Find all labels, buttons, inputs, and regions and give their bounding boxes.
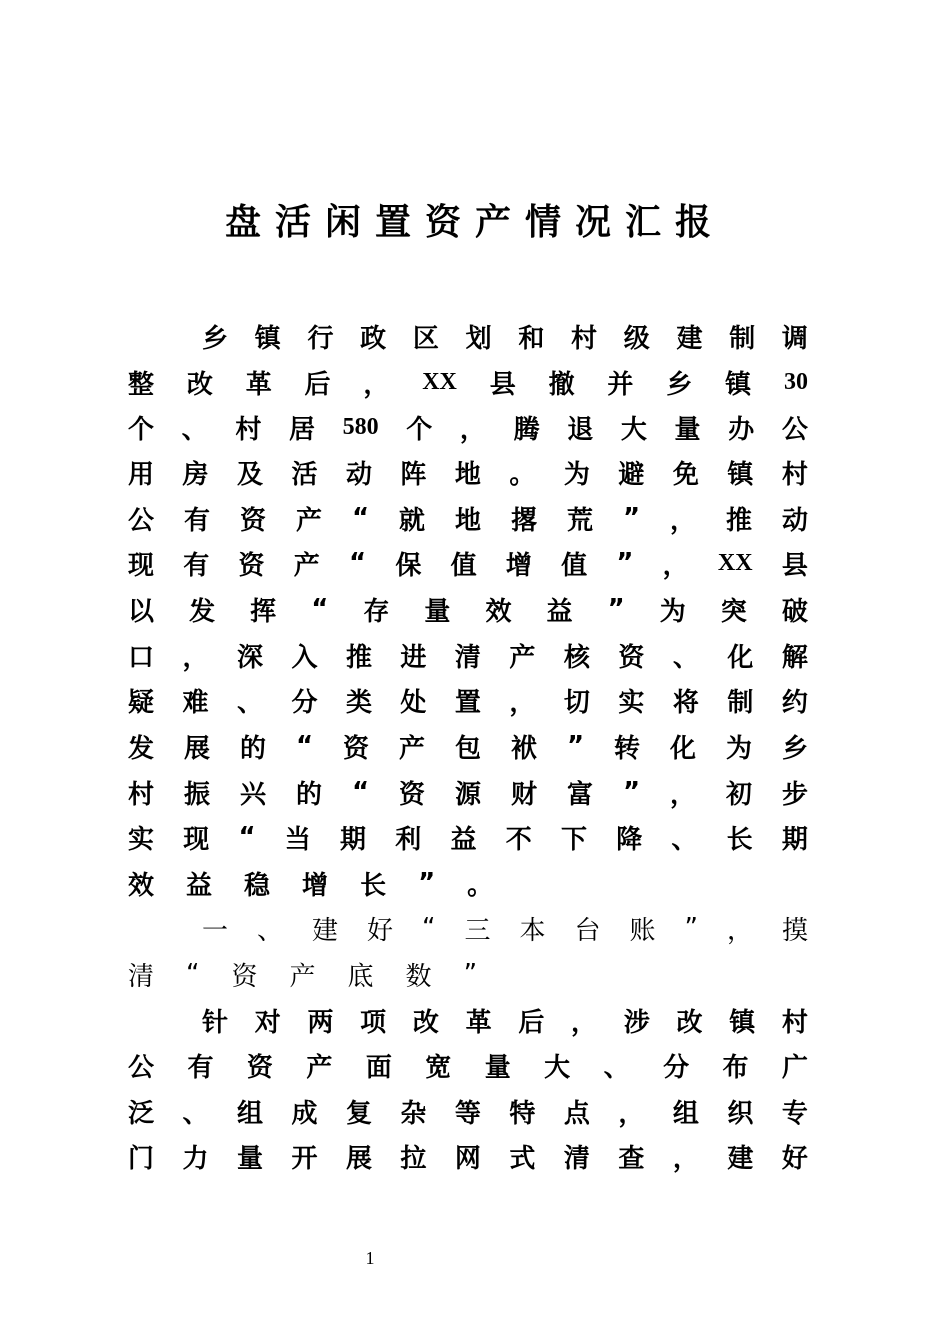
text-glyph: 镇 — [725, 369, 752, 400]
text-glyph: ” — [622, 777, 641, 807]
text-glyph: 划 — [465, 323, 492, 354]
text-glyph: 类 — [345, 687, 372, 718]
text-glyph: 资 — [239, 505, 266, 536]
paragraph-line — [128, 863, 808, 903]
text-glyph: 不 — [505, 824, 532, 855]
text-glyph: 村 — [781, 459, 808, 490]
text-glyph: 益 — [186, 870, 213, 901]
text-glyph: 杂 — [400, 1098, 427, 1129]
text-glyph: 荒 — [566, 505, 593, 536]
paragraph-line — [128, 1091, 808, 1131]
document-title: 盘活闲置资产情况汇报 — [224, 202, 725, 243]
text-glyph: 深 — [236, 642, 263, 673]
text-glyph: 挥 — [250, 596, 277, 627]
text-glyph: 泛 — [128, 1098, 155, 1129]
text-glyph: 制 — [729, 323, 756, 354]
text-glyph: 村 — [235, 414, 262, 445]
text-glyph: 地 — [454, 505, 481, 536]
text-glyph: 。 — [509, 459, 536, 490]
text-glyph: 现 — [128, 550, 155, 581]
text-glyph: ， — [670, 779, 697, 810]
text-glyph: 调 — [781, 323, 808, 354]
paragraph-line — [128, 452, 808, 492]
text-glyph: ” — [463, 959, 478, 989]
paragraph-line — [128, 407, 808, 447]
text-glyph: “ — [349, 548, 367, 578]
text-glyph: 资 — [246, 1052, 273, 1083]
text-glyph: 初 — [725, 779, 752, 810]
text-glyph: 阵 — [400, 459, 427, 490]
text-glyph: 清 — [128, 961, 155, 992]
text-glyph: 数 — [405, 961, 432, 992]
text-glyph: “ — [238, 822, 256, 852]
text-glyph: “ — [311, 594, 329, 624]
text-glyph: 政 — [360, 323, 387, 354]
text-glyph: 下 — [560, 824, 587, 855]
text-glyph: 公 — [781, 414, 808, 445]
text-glyph: 大 — [544, 1052, 571, 1083]
text-glyph: 村 — [571, 323, 598, 354]
text-glyph: 乡 — [781, 733, 808, 764]
text-glyph: 源 — [454, 779, 481, 810]
text-glyph: 村 — [781, 1007, 808, 1038]
text-glyph: 置 — [454, 687, 481, 718]
section-heading-line — [202, 908, 808, 948]
text-glyph: 增 — [302, 870, 329, 901]
text-glyph: 效 — [485, 596, 512, 627]
text-glyph: 包 — [454, 733, 481, 764]
text-glyph: 项 — [360, 1007, 387, 1038]
text-glyph: 撂 — [510, 505, 537, 536]
text-glyph: 产 — [509, 642, 536, 673]
text-glyph: 革 — [465, 1007, 492, 1038]
text-glyph: 实 — [128, 824, 155, 855]
text-glyph: 级 — [623, 323, 650, 354]
text-glyph: 动 — [781, 505, 808, 536]
paragraph-line — [128, 772, 808, 812]
text-glyph: 宽 — [425, 1052, 452, 1083]
text-glyph: 镇 — [729, 1007, 756, 1038]
paragraph-line — [128, 680, 808, 720]
text-glyph: 三 — [464, 915, 491, 946]
text-glyph: 转 — [614, 733, 641, 764]
text-glyph: 力 — [182, 1143, 209, 1174]
text-glyph: 动 — [345, 459, 372, 490]
text-glyph: 口 — [128, 642, 155, 673]
text-glyph: “ — [186, 959, 200, 989]
text-glyph: ， — [509, 687, 536, 718]
text-glyph: 居 — [288, 414, 315, 445]
paragraph-line — [128, 589, 808, 629]
text-glyph: ” — [616, 548, 634, 578]
text-glyph: 等 — [454, 1098, 481, 1129]
text-glyph: 涉 — [623, 1007, 650, 1038]
text-glyph: 革 — [245, 369, 272, 400]
text-glyph: 制 — [727, 687, 754, 718]
text-glyph: 解 — [781, 642, 808, 673]
section-heading-line — [128, 954, 808, 994]
text-glyph: 分 — [291, 687, 318, 718]
text-glyph: 进 — [400, 642, 427, 673]
text-glyph: 难 — [182, 687, 209, 718]
text-glyph: 量 — [236, 1143, 263, 1174]
text-glyph: ， — [459, 414, 486, 445]
text-glyph: 期 — [340, 824, 367, 855]
text-glyph: 为 — [659, 596, 686, 627]
text-glyph: 公 — [128, 1052, 155, 1083]
text-glyph: 振 — [183, 779, 210, 810]
text-glyph: 大 — [620, 414, 647, 445]
text-glyph: ， — [182, 642, 209, 673]
text-glyph: 织 — [727, 1098, 754, 1129]
text-glyph: 长 — [360, 870, 387, 901]
text-glyph: 布 — [722, 1052, 749, 1083]
text-glyph: 个 — [406, 414, 433, 445]
text-glyph: 核 — [563, 642, 590, 673]
text-glyph: 利 — [395, 824, 422, 855]
text-glyph: 门 — [128, 1143, 155, 1174]
text-glyph: 开 — [291, 1143, 318, 1174]
text-glyph: 推 — [725, 505, 752, 536]
text-glyph: 当 — [284, 824, 311, 855]
text-glyph: 产 — [399, 733, 426, 764]
text-glyph: XX — [717, 549, 753, 576]
text-glyph: 期 — [781, 824, 808, 855]
text-glyph: 发 — [189, 596, 216, 627]
text-glyph: 、 — [257, 915, 284, 946]
text-glyph: ” — [418, 868, 436, 898]
text-glyph: 有 — [187, 1052, 214, 1083]
text-glyph: 资 — [399, 779, 426, 810]
text-glyph: 免 — [672, 459, 699, 490]
text-glyph: 量 — [424, 596, 451, 627]
text-glyph: 腾 — [513, 414, 540, 445]
text-glyph: 的 — [295, 779, 322, 810]
text-glyph: 资 — [238, 550, 265, 581]
text-glyph: 就 — [399, 505, 426, 536]
text-glyph: 疑 — [128, 687, 155, 718]
text-glyph: 办 — [728, 414, 755, 445]
text-glyph: 式 — [509, 1143, 536, 1174]
text-glyph: 产 — [295, 505, 322, 536]
text-glyph: 和 — [518, 323, 545, 354]
text-glyph: 有 — [183, 550, 210, 581]
text-glyph: 突 — [720, 596, 747, 627]
text-glyph: “ — [295, 731, 314, 761]
text-glyph: 发 — [128, 733, 155, 764]
text-glyph: 益 — [450, 824, 477, 855]
text-glyph: ” — [684, 913, 698, 943]
text-glyph: 现 — [183, 824, 210, 855]
text-glyph: 580 — [342, 413, 379, 440]
text-glyph: 建 — [727, 1143, 754, 1174]
text-glyph: 底 — [347, 961, 374, 992]
text-glyph: 对 — [254, 1007, 281, 1038]
text-glyph: ” — [566, 731, 585, 761]
text-glyph: ” — [622, 503, 641, 533]
text-glyph: 整 — [128, 369, 155, 400]
text-glyph: 避 — [618, 459, 645, 490]
text-glyph: 区 — [412, 323, 439, 354]
text-glyph: 实 — [618, 687, 645, 718]
paragraph-line — [128, 817, 808, 857]
paragraph-line — [128, 635, 808, 675]
paragraph-line — [128, 362, 808, 402]
text-glyph: 镇 — [727, 459, 754, 490]
text-glyph: 保 — [395, 550, 422, 581]
text-glyph: 推 — [345, 642, 372, 673]
text-glyph: 存 — [363, 596, 390, 627]
text-glyph: 本 — [519, 915, 546, 946]
text-glyph: ， — [672, 1143, 699, 1174]
text-glyph: 地 — [454, 459, 481, 490]
text-glyph: 账 — [629, 915, 656, 946]
text-glyph: 个 — [128, 414, 155, 445]
text-glyph: 为 — [725, 733, 752, 764]
text-glyph: 并 — [607, 369, 634, 400]
text-glyph: 村 — [128, 779, 155, 810]
text-glyph: 展 — [183, 733, 210, 764]
text-glyph: 退 — [567, 414, 594, 445]
text-glyph: 成 — [291, 1098, 318, 1129]
text-glyph: 增 — [505, 550, 532, 581]
text-glyph: 益 — [546, 596, 573, 627]
text-glyph: 值 — [561, 550, 588, 581]
text-glyph: 两 — [307, 1007, 334, 1038]
text-glyph: 组 — [236, 1098, 263, 1129]
text-glyph: 一 — [202, 915, 229, 946]
text-glyph: 面 — [365, 1052, 392, 1083]
text-glyph: 用 — [128, 459, 155, 490]
text-glyph: “ — [351, 503, 370, 533]
text-glyph: ， — [662, 550, 689, 581]
text-glyph: ， — [571, 1007, 598, 1038]
text-glyph: 好 — [367, 915, 394, 946]
text-glyph: 拉 — [400, 1143, 427, 1174]
text-glyph: 长 — [726, 824, 753, 855]
text-glyph: 量 — [674, 414, 701, 445]
text-glyph: 复 — [345, 1098, 372, 1129]
text-glyph: 建 — [312, 915, 339, 946]
text-glyph: 切 — [563, 687, 590, 718]
text-glyph: 房 — [182, 459, 209, 490]
text-glyph: XX — [422, 368, 457, 395]
text-glyph: 改 — [676, 1007, 703, 1038]
text-glyph: 产 — [289, 961, 316, 992]
text-glyph: 、 — [672, 642, 699, 673]
text-glyph: 组 — [672, 1098, 699, 1129]
text-glyph: 清 — [563, 1143, 590, 1174]
text-glyph: 专 — [781, 1098, 808, 1129]
text-glyph: “ — [351, 777, 370, 807]
text-glyph: 乡 — [202, 323, 229, 354]
text-glyph: ， — [618, 1098, 645, 1129]
text-glyph: 、 — [236, 687, 263, 718]
text-glyph: 以 — [128, 596, 155, 627]
text-glyph: 好 — [781, 1143, 808, 1174]
text-glyph: 活 — [291, 459, 318, 490]
paragraph-line — [202, 316, 808, 356]
text-glyph: 为 — [563, 459, 590, 490]
text-glyph: 县 — [781, 550, 808, 581]
text-glyph: 、 — [182, 1098, 209, 1129]
text-glyph: 镇 — [254, 323, 281, 354]
text-glyph: 将 — [672, 687, 699, 718]
text-glyph: 、 — [603, 1052, 630, 1083]
text-glyph: 网 — [454, 1143, 481, 1174]
text-glyph: 富 — [566, 779, 593, 810]
text-glyph: 资 — [231, 961, 258, 992]
text-glyph: 改 — [412, 1007, 439, 1038]
text-glyph: 有 — [183, 505, 210, 536]
text-glyph: 兴 — [239, 779, 266, 810]
text-glyph: 点 — [563, 1098, 590, 1129]
text-glyph: 步 — [781, 779, 808, 810]
text-glyph: ， — [363, 369, 390, 400]
text-glyph: 财 — [510, 779, 537, 810]
text-glyph: ” — [607, 594, 625, 624]
text-glyph: 资 — [343, 733, 370, 764]
text-glyph: 摸 — [781, 915, 808, 946]
text-glyph: “ — [422, 913, 436, 943]
text-glyph: 及 — [236, 459, 263, 490]
text-glyph: 产 — [306, 1052, 333, 1083]
text-glyph: 值 — [450, 550, 477, 581]
text-glyph: 分 — [663, 1052, 690, 1083]
text-glyph: 袱 — [510, 733, 537, 764]
paragraph-line — [202, 1000, 808, 1040]
text-glyph: 后 — [518, 1007, 545, 1038]
text-glyph: 量 — [484, 1052, 511, 1083]
text-glyph: 县 — [489, 369, 516, 400]
text-glyph: 的 — [239, 733, 266, 764]
text-glyph: 广 — [781, 1052, 808, 1083]
text-glyph: 30 — [783, 368, 808, 395]
text-glyph: ， — [670, 505, 697, 536]
text-glyph: 破 — [781, 596, 808, 627]
text-glyph: 展 — [345, 1143, 372, 1174]
text-glyph: 建 — [676, 323, 703, 354]
text-glyph: 特 — [509, 1098, 536, 1129]
paragraph-line — [128, 1045, 808, 1085]
text-glyph: 效 — [128, 870, 155, 901]
text-glyph: 处 — [400, 687, 427, 718]
text-glyph: 、 — [181, 414, 208, 445]
text-glyph: 入 — [291, 642, 318, 673]
text-glyph: 、 — [671, 824, 698, 855]
text-glyph: 台 — [574, 915, 601, 946]
text-glyph: 产 — [293, 550, 320, 581]
text-glyph: 清 — [454, 642, 481, 673]
text-glyph: 稳 — [244, 870, 271, 901]
text-glyph: 资 — [618, 642, 645, 673]
text-glyph: 。 — [467, 870, 494, 901]
text-glyph: 针 — [202, 1007, 229, 1038]
text-glyph: 公 — [128, 505, 155, 536]
text-glyph: 化 — [727, 642, 754, 673]
text-glyph: 约 — [781, 687, 808, 718]
text-glyph: 化 — [670, 733, 697, 764]
paragraph-line — [128, 1136, 808, 1176]
text-glyph: 降 — [616, 824, 643, 855]
text-glyph: 改 — [186, 369, 213, 400]
text-glyph: 查 — [618, 1143, 645, 1174]
paragraph-line — [128, 543, 808, 583]
text-glyph: ， — [726, 915, 753, 946]
paragraph-line — [128, 498, 808, 538]
text-glyph: 乡 — [666, 369, 693, 400]
paragraph-line — [128, 726, 808, 766]
text-glyph: 后 — [304, 369, 331, 400]
page-number: 1 — [365, 1248, 375, 1268]
text-glyph: 撤 — [548, 369, 575, 400]
text-glyph: 行 — [307, 323, 334, 354]
